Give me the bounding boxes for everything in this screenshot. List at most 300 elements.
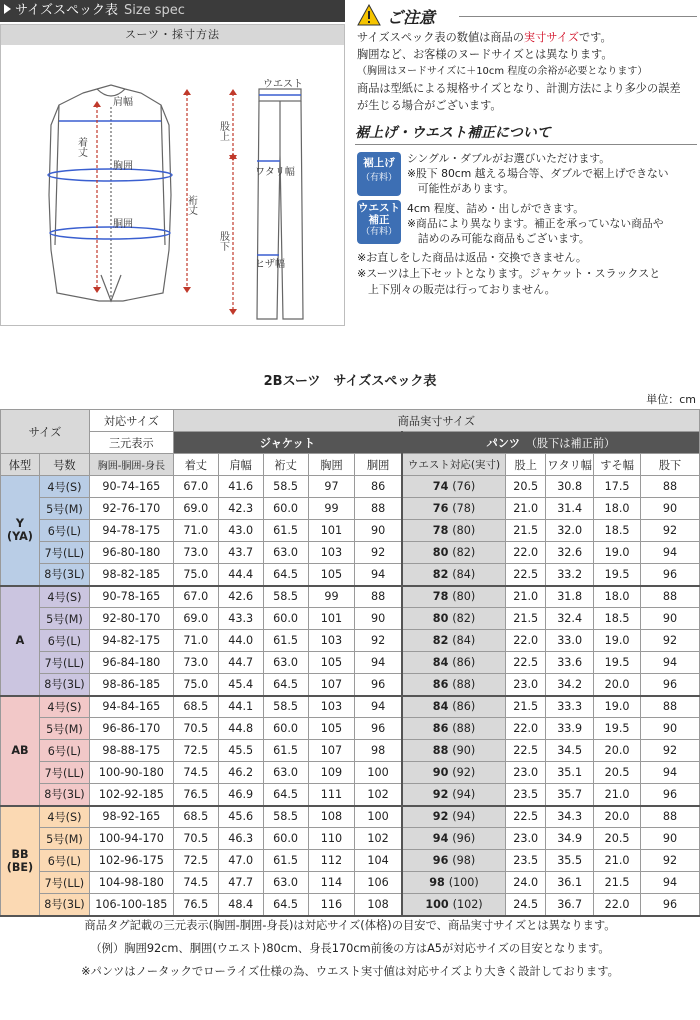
size-cell: 6号(L) xyxy=(39,850,89,872)
waist-cell: 82 (84) xyxy=(402,630,506,652)
th-pants: パンツ （股下は補正前） xyxy=(402,432,700,454)
spec-cell: 22.5 xyxy=(506,652,546,674)
spec-cell: 60.0 xyxy=(263,718,308,740)
hem-row: 裾上げ （有料） シングル・ダブルがお選びいただけます。 ※股下 80cm 越える場合等、ダブルで裾上げできない 可能性があります。 xyxy=(355,150,697,200)
spec-cell: 103 xyxy=(308,542,355,564)
table-row xyxy=(1,696,700,718)
spec-cell: 92 xyxy=(641,520,700,542)
spec-cell: 92-76-170 xyxy=(89,498,173,520)
spec-cell: 17.5 xyxy=(594,476,641,498)
waist-cell: 82 (84) xyxy=(402,564,506,586)
spec-cell: 43.0 xyxy=(218,520,263,542)
table-row xyxy=(1,608,700,630)
spec-cell: 76.5 xyxy=(173,784,218,806)
th-mune: 胸囲 xyxy=(308,454,355,476)
spec-cell: 31.8 xyxy=(546,586,594,608)
spec-cell: 90-74-165 xyxy=(89,476,173,498)
spec-cell: 58.5 xyxy=(263,586,308,608)
spec-cell: 61.5 xyxy=(263,520,308,542)
label-munemawari: 胸囲 xyxy=(113,161,133,172)
spec-cell: 102-96-175 xyxy=(89,850,173,872)
th-size: サイズ xyxy=(1,410,90,454)
spec-cell: 68.5 xyxy=(173,806,218,828)
size-cell: 8号(3L) xyxy=(39,894,89,916)
spec-cell: 94 xyxy=(355,696,402,718)
spec-cell: 96 xyxy=(641,894,700,916)
spec-cell: 94-84-165 xyxy=(89,696,173,718)
footer-note-2: （例）胸囲92cm、胴囲(ウエスト)80cm、身長170cm前後の方はA5が対応サイズの目安となります。 xyxy=(90,942,610,955)
spec-cell: 74.5 xyxy=(173,872,218,894)
spec-cell: 31.4 xyxy=(546,498,594,520)
spec-cell: 22.5 xyxy=(506,564,546,586)
waist-cell: 94 (96) xyxy=(402,828,506,850)
spec-cell: 60.0 xyxy=(263,828,308,850)
spec-cell: 18.5 xyxy=(594,608,641,630)
spec-cell: 116 xyxy=(308,894,355,916)
spec-cell: 96 xyxy=(355,718,402,740)
spec-cell: 96 xyxy=(355,674,402,696)
spec-cell: 90 xyxy=(355,520,402,542)
spec-cell: 96-80-180 xyxy=(89,542,173,564)
spec-cell: 90 xyxy=(641,828,700,850)
table-row xyxy=(1,784,700,806)
spec-cell: 19.0 xyxy=(594,630,641,652)
spec-cell: 23.0 xyxy=(506,828,546,850)
spec-cell: 43.3 xyxy=(218,608,263,630)
spec-cell: 94 xyxy=(641,872,700,894)
spec-cell: 73.0 xyxy=(173,652,218,674)
spec-cell: 94-82-175 xyxy=(89,630,173,652)
size-cell: 4号(S) xyxy=(39,806,89,828)
spec-cell: 98-88-175 xyxy=(89,740,173,762)
spec-cell: 90-78-165 xyxy=(89,586,173,608)
warning-icon xyxy=(357,4,381,26)
notice-line-4: が生じる場合がございます。 xyxy=(357,99,502,112)
spec-cell: 42.6 xyxy=(218,586,263,608)
spec-cell: 64.5 xyxy=(263,894,308,916)
notice-line-1: サイズスペック表の数値は商品の実寸サイズです。 xyxy=(357,31,612,44)
table-row xyxy=(1,894,700,916)
spec-cell: 100-90-180 xyxy=(89,762,173,784)
spec-cell: 69.0 xyxy=(173,498,218,520)
spec-cell: 102 xyxy=(355,784,402,806)
spec-cell: 98-92-165 xyxy=(89,806,173,828)
spec-cell: 47.0 xyxy=(218,850,263,872)
table-row xyxy=(1,828,700,850)
correction-title: 裾上げ・ウエスト補正について xyxy=(355,125,551,141)
spec-cell: 96 xyxy=(641,784,700,806)
footer-note-3: ※パンツはノータックでローライズ仕様の為、ウエスト実寸値は対応サイズより大きく設計しております。 xyxy=(81,965,619,978)
table-row xyxy=(1,586,700,608)
spec-cell: 88 xyxy=(355,498,402,520)
spec-cell: 92-80-170 xyxy=(89,608,173,630)
waist-cell: 86 (88) xyxy=(402,718,506,740)
hem-badge: 裾上げ （有料） xyxy=(357,152,401,196)
spec-cell: 76.5 xyxy=(173,894,218,916)
spec-cell: 92 xyxy=(355,542,402,564)
spec-cell: 63.0 xyxy=(263,542,308,564)
table-row xyxy=(1,498,700,520)
notice-line-3: 商品は型紙による規格サイズとなり、計測方法により多少の誤差 xyxy=(357,82,681,95)
waist-cell: 88 (90) xyxy=(402,740,506,762)
notice-line-2: 胸囲など、お客様のヌードサイズとは異なります。 xyxy=(357,48,613,61)
pants-outline xyxy=(257,89,303,319)
body-type-cell: AB xyxy=(1,696,40,806)
spec-cell: 45.5 xyxy=(218,740,263,762)
spec-cell: 88 xyxy=(641,696,700,718)
spec-cell: 72.5 xyxy=(173,740,218,762)
spec-cell: 67.0 xyxy=(173,476,218,498)
spec-cell: 61.5 xyxy=(263,850,308,872)
spec-cell: 96 xyxy=(641,564,700,586)
spec-cell: 70.5 xyxy=(173,828,218,850)
waist-row: ウエスト 補正 （有料） 4cm 程度、詰め・出しができます。 ※商品により異なります。補正を承っていない商品や 詰めのみ可能な商品もございます。 xyxy=(358,202,664,245)
spec-cell: 21.0 xyxy=(594,850,641,872)
spec-cell: 18.5 xyxy=(594,520,641,542)
label-matashita: 股下 xyxy=(217,231,229,251)
spec-cell: 108 xyxy=(355,894,402,916)
spec-cell: 99 xyxy=(308,498,355,520)
body-type-cell: BB (BE) xyxy=(1,806,40,916)
spec-cell: 21.0 xyxy=(506,586,546,608)
size-cell: 7号(LL) xyxy=(39,542,89,564)
spec-cell: 63.0 xyxy=(263,872,308,894)
size-cell: 7号(LL) xyxy=(39,872,89,894)
table-row xyxy=(1,542,700,564)
spec-cell: 45.4 xyxy=(218,674,263,696)
spec-cell: 20.0 xyxy=(594,806,641,828)
spec-cell: 34.5 xyxy=(546,740,594,762)
spec-cell: 101 xyxy=(308,608,355,630)
correction-note-2: ※スーツは上下セットとなります。ジャケット・スラックスと xyxy=(357,267,661,280)
size-cell: 8号(3L) xyxy=(39,564,89,586)
th-watari: ワタリ幅 xyxy=(546,454,594,476)
waist-cell: 86 (88) xyxy=(402,674,506,696)
spec-cell: 33.6 xyxy=(546,652,594,674)
waist-cell: 100 (102) xyxy=(402,894,506,916)
th-matagami: 股上 xyxy=(506,454,546,476)
spec-cell: 112 xyxy=(308,850,355,872)
spec-cell: 21.5 xyxy=(594,872,641,894)
label-kitake: 着丈 xyxy=(75,137,87,157)
th-yuki: 裄丈 xyxy=(263,454,308,476)
spec-cell: 19.5 xyxy=(594,564,641,586)
spec-cell: 34.3 xyxy=(546,806,594,828)
spec-cell: 94 xyxy=(355,652,402,674)
jacket-outline xyxy=(49,85,171,301)
spec-cell: 20.0 xyxy=(594,674,641,696)
spec-cell: 22.0 xyxy=(506,718,546,740)
spec-cell: 23.5 xyxy=(506,784,546,806)
table-row xyxy=(1,630,700,652)
spec-cell: 99 xyxy=(308,586,355,608)
th-susohaba: すそ幅 xyxy=(594,454,641,476)
spec-cell: 22.0 xyxy=(506,542,546,564)
spec-cell: 74.5 xyxy=(173,762,218,784)
size-cell: 4号(S) xyxy=(39,696,89,718)
th-katahaba: 肩幅 xyxy=(218,454,263,476)
spec-cell: 24.5 xyxy=(506,894,546,916)
waist-cell: 80 (82) xyxy=(402,608,506,630)
spec-cell: 19.5 xyxy=(594,652,641,674)
body-type-cell: A xyxy=(1,586,40,696)
size-cell: 4号(S) xyxy=(39,586,89,608)
th-jacket: ジャケット xyxy=(173,432,401,454)
spec-cell: 41.6 xyxy=(218,476,263,498)
spec-cell: 44.7 xyxy=(218,652,263,674)
waist-cell: 78 (80) xyxy=(402,586,506,608)
spec-cell: 64.5 xyxy=(263,674,308,696)
spec-cell: 109 xyxy=(308,762,355,784)
spec-cell: 32.4 xyxy=(546,608,594,630)
spec-cell: 36.1 xyxy=(546,872,594,894)
spec-cell: 20.5 xyxy=(506,476,546,498)
spec-cell: 88 xyxy=(641,586,700,608)
spec-cell: 111 xyxy=(308,784,355,806)
spec-cell: 18.0 xyxy=(594,498,641,520)
table-row xyxy=(1,806,700,828)
diagram-title: スーツ・採寸方法 xyxy=(1,25,344,45)
spec-cell: 44.1 xyxy=(218,696,263,718)
spec-cell: 33.2 xyxy=(546,564,594,586)
spec-cell: 101 xyxy=(308,520,355,542)
spec-cell: 92 xyxy=(641,630,700,652)
spec-cell: 23.0 xyxy=(506,674,546,696)
diagram-labels xyxy=(76,78,304,270)
size-spec-table xyxy=(0,409,700,917)
spec-cell: 94 xyxy=(641,652,700,674)
spec-cell: 94 xyxy=(355,564,402,586)
spec-cell: 24.0 xyxy=(506,872,546,894)
spec-cell: 108 xyxy=(308,806,355,828)
spec-cell: 92 xyxy=(641,850,700,872)
size-cell: 8号(3L) xyxy=(39,784,89,806)
th-taiou: 対応サイズ xyxy=(89,410,173,432)
table-row xyxy=(1,564,700,586)
size-cell: 6号(L) xyxy=(39,740,89,762)
waist-cell: 90 (92) xyxy=(402,762,506,784)
table-title: 2Bスーツ サイズスペック表 xyxy=(263,374,437,389)
waist-cell: 92 (94) xyxy=(402,806,506,828)
spec-cell: 104 xyxy=(355,850,402,872)
spec-cell: 100 xyxy=(355,806,402,828)
size-cell: 5号(M) xyxy=(39,718,89,740)
size-cell: 6号(L) xyxy=(39,630,89,652)
spec-cell: 19.0 xyxy=(594,696,641,718)
jacket-measure-lines xyxy=(48,121,172,239)
spec-cell: 35.1 xyxy=(546,762,594,784)
spec-cell: 60.0 xyxy=(263,498,308,520)
label-watari: ワタリ幅 xyxy=(255,167,295,178)
spec-cell: 73.0 xyxy=(173,542,218,564)
size-cell: 4号(S) xyxy=(39,476,89,498)
spec-cell: 90 xyxy=(641,498,700,520)
spec-cell: 69.0 xyxy=(173,608,218,630)
spec-cell: 92 xyxy=(355,630,402,652)
spec-cell: 36.7 xyxy=(546,894,594,916)
spec-cell: 58.5 xyxy=(263,476,308,498)
suit-illustration xyxy=(1,45,344,325)
spec-cell: 33.9 xyxy=(546,718,594,740)
spec-cell: 21.0 xyxy=(594,784,641,806)
spec-cell: 34.9 xyxy=(546,828,594,850)
spec-cell: 71.0 xyxy=(173,630,218,652)
waist-cell: 84 (86) xyxy=(402,696,506,718)
th-sangen: 三元表示 xyxy=(89,432,173,454)
th-taikei: 体型 xyxy=(1,454,40,476)
spec-cell: 33.0 xyxy=(546,630,594,652)
spec-cell: 106-100-185 xyxy=(89,894,173,916)
label-hiza: ヒザ幅 xyxy=(255,259,285,270)
table-row xyxy=(1,520,700,542)
spec-cell: 20.0 xyxy=(594,740,641,762)
waist-cell: 98 (100) xyxy=(402,872,506,894)
size-cell: 5号(M) xyxy=(39,608,89,630)
spec-cell: 88 xyxy=(355,586,402,608)
th-jissun: 商品実寸サイズ xyxy=(173,410,699,432)
spec-cell: 90 xyxy=(641,608,700,630)
spec-cell: 46.9 xyxy=(218,784,263,806)
spec-cell: 19.0 xyxy=(594,542,641,564)
spec-cell: 63.0 xyxy=(263,762,308,784)
spec-cell: 45.6 xyxy=(218,806,263,828)
th-gousu: 号数 xyxy=(39,454,89,476)
label-katahaba: 肩幅 xyxy=(113,97,133,108)
label-waist: ウエスト xyxy=(263,79,303,90)
spec-cell: 21.0 xyxy=(506,498,546,520)
spec-cell: 30.8 xyxy=(546,476,594,498)
spec-cell: 94 xyxy=(641,542,700,564)
spec-cell: 32.6 xyxy=(546,542,594,564)
spec-cell: 42.3 xyxy=(218,498,263,520)
spec-cell: 44.0 xyxy=(218,630,263,652)
spec-cell: 100-94-170 xyxy=(89,828,173,850)
spec-cell: 98 xyxy=(355,740,402,762)
spec-cell: 110 xyxy=(308,828,355,850)
spec-cell: 105 xyxy=(308,564,355,586)
waist-cell: 96 (98) xyxy=(402,850,506,872)
spec-cell: 21.5 xyxy=(506,696,546,718)
measurement-diagram xyxy=(0,24,345,326)
header-subtitle: Size spec xyxy=(123,3,185,18)
table-row xyxy=(1,872,700,894)
label-dou: 胴囲 xyxy=(113,219,133,230)
spec-cell: 104-98-180 xyxy=(89,872,173,894)
correction-note-1: ※お直しをした商品は返品・交換できません。 xyxy=(357,251,587,264)
spec-cell: 114 xyxy=(308,872,355,894)
spec-cell: 102-92-185 xyxy=(89,784,173,806)
notice-small: （胸囲はヌードサイズに＋10cm 程度の余裕が必要となります） xyxy=(357,66,648,77)
spec-cell: 106 xyxy=(355,872,402,894)
spec-cell: 90 xyxy=(641,718,700,740)
th-waist: ウエスト対応(実寸) xyxy=(402,454,506,476)
spec-cell: 72.5 xyxy=(173,850,218,872)
spec-cell: 19.5 xyxy=(594,718,641,740)
table-row xyxy=(1,850,700,872)
spec-cell: 35.5 xyxy=(546,850,594,872)
table-row xyxy=(1,740,700,762)
spec-cell: 107 xyxy=(308,674,355,696)
th-kitake: 着丈 xyxy=(173,454,218,476)
spec-header xyxy=(0,0,345,22)
spec-cell: 22.5 xyxy=(506,806,546,828)
spec-cell: 44.8 xyxy=(218,718,263,740)
spec-cell: 61.5 xyxy=(263,740,308,762)
spec-cell: 23.5 xyxy=(506,850,546,872)
spec-cell: 48.4 xyxy=(218,894,263,916)
table-unit: 単位：cm xyxy=(646,393,696,406)
spec-cell: 60.0 xyxy=(263,608,308,630)
spec-cell: 33.3 xyxy=(546,696,594,718)
spec-cell: 97 xyxy=(308,476,355,498)
table-row xyxy=(1,718,700,740)
spec-cell: 64.5 xyxy=(263,564,308,586)
spec-cell: 98-86-185 xyxy=(89,674,173,696)
table-row xyxy=(1,652,700,674)
spec-cell: 22.0 xyxy=(594,894,641,916)
spec-cell: 46.2 xyxy=(218,762,263,784)
waist-cell: 80 (82) xyxy=(402,542,506,564)
spec-cell: 18.0 xyxy=(594,586,641,608)
arrow-icon xyxy=(4,4,11,14)
table-row xyxy=(1,674,700,696)
label-yuki: 裄丈 xyxy=(185,195,197,215)
spec-cell: 43.7 xyxy=(218,542,263,564)
spec-cell: 96-86-170 xyxy=(89,718,173,740)
table-row xyxy=(1,762,700,784)
label-matagami: 股上 xyxy=(217,121,229,141)
spec-cell: 96 xyxy=(641,674,700,696)
spec-cell: 86 xyxy=(355,476,402,498)
spec-cell: 94 xyxy=(641,762,700,784)
size-cell: 5号(M) xyxy=(39,828,89,850)
th-dou: 胴囲 xyxy=(355,454,402,476)
spec-cell: 90 xyxy=(355,608,402,630)
th-matashita: 股下 xyxy=(641,454,700,476)
spec-cell: 23.0 xyxy=(506,762,546,784)
spec-cell: 61.5 xyxy=(263,630,308,652)
size-cell: 7号(LL) xyxy=(39,652,89,674)
spec-cell: 68.5 xyxy=(173,696,218,718)
spec-cell: 105 xyxy=(308,652,355,674)
header-title: サイズスペック表 xyxy=(15,3,118,18)
spec-cell: 20.5 xyxy=(594,762,641,784)
spec-cell: 44.4 xyxy=(218,564,263,586)
table-row xyxy=(1,476,700,498)
spec-cell: 63.0 xyxy=(263,652,308,674)
spec-cell: 58.5 xyxy=(263,806,308,828)
th-sangencol: 胸囲-胴囲-身長 xyxy=(89,454,173,476)
spec-cell: 20.5 xyxy=(594,828,641,850)
spec-cell: 35.7 xyxy=(546,784,594,806)
waist-cell: 78 (80) xyxy=(402,520,506,542)
spec-cell: 105 xyxy=(308,718,355,740)
spec-cell: 103 xyxy=(308,696,355,718)
waist-cell: 76 (78) xyxy=(402,498,506,520)
spec-cell: 21.5 xyxy=(506,608,546,630)
spec-cell: 71.0 xyxy=(173,520,218,542)
spec-cell: 22.0 xyxy=(506,630,546,652)
spec-cell: 47.7 xyxy=(218,872,263,894)
spec-cell: 92 xyxy=(641,740,700,762)
spec-cell: 70.5 xyxy=(173,718,218,740)
notice-title: ご注意 xyxy=(387,8,436,27)
spec-cell: 103 xyxy=(308,630,355,652)
spec-cell: 32.0 xyxy=(546,520,594,542)
size-cell: 5号(M) xyxy=(39,498,89,520)
size-cell: 6号(L) xyxy=(39,520,89,542)
waist-cell: 74 (76) xyxy=(402,476,506,498)
